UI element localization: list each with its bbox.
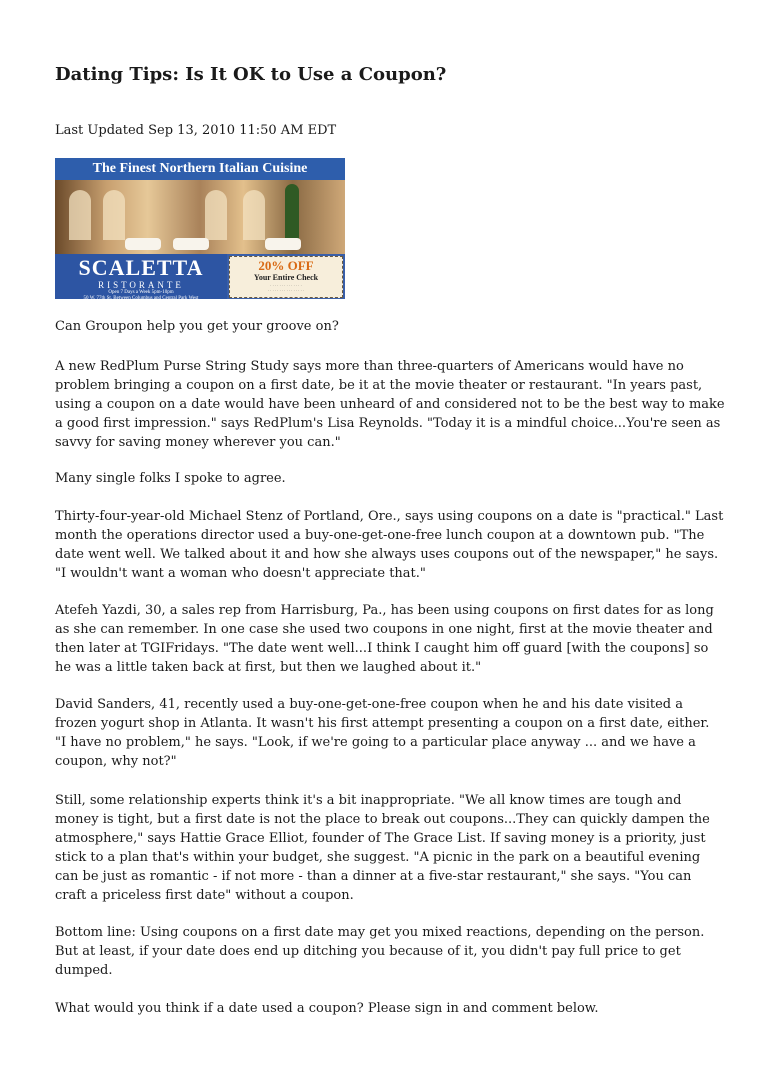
- restaurant-ad-image[interactable]: [55, 158, 345, 299]
- paragraph: Can Groupon help you get your groove on?: [55, 319, 339, 334]
- paragraph: Atefeh Yazdi, 30, a sales rep from Harrisburg, Pa., has been using coupons on first dates for as long as she can remember. In one case she used two coupons in one night, first at the movie theater and then later at TGIFridays. "The date went well...I think I caught him off guard [with the coupons] so he was a little taken back at first, but then we laughed about it.": [55, 603, 714, 675]
- ad-hours: Open 7 Days a Week 5pm-10pm: [108, 290, 174, 295]
- paragraph: Many single folks I spoke to agree.: [55, 471, 286, 486]
- paragraph: Bottom line: Using coupons on a first date may get you mixed reactions, depending on the person. But at least, if your date does end up ditching you because of it, you didn't pay full price to get dumped.: [55, 925, 705, 978]
- page-title: Dating Tips: Is It OK to Use a Coupon?: [55, 64, 447, 85]
- paragraph: Still, some relationship experts think it's a bit inappropriate. "We all know times are tough and money is tight, but a first date is not the place to break out coupons...They can quickly dampen the atmosphere," says Hattie Grace Elliot, founder of The Grace List. If saving money is a priority, just stick to a plan that's within your budget, she suggest. "A picnic in the park on a beautiful evening can be just as romantic - if not more - than a dinner at a five-star restaurant," she says. "You can craft a priceless first date" without a coupon.: [55, 793, 710, 903]
- ad-restaurant-photo: [55, 180, 345, 254]
- ad-coupon: 20% OFF Your Entire Check · · · · · · · · · · · · · · · · · · · · · · · · · · · · · ·: [229, 256, 343, 298]
- last-updated: Last Updated Sep 13, 2010 11:50 AM EDT: [55, 123, 337, 138]
- ad-address: 50 W. 77th St. Between Columbus and Central Park West: [83, 296, 199, 299]
- paragraph: Thirty-four-year-old Michael Stenz of Portland, Ore., says using coupons on a date is "practical." Last month the operations director used a buy-one-get-one-free lunch coupon at a downtown pub. "The date went well. We talked about it and how she always uses coupons out of the newspaper," he says. "I wouldn't want a woman who doesn't appreciate that.": [55, 509, 724, 581]
- ad-brand-sub: RISTORANTE: [98, 280, 184, 290]
- paragraph: What would you think if a date used a coupon? Please sign in and comment below.: [55, 1001, 599, 1016]
- ad-brand-name: SCALETTA: [78, 255, 204, 280]
- paragraph: A new RedPlum Purse String Study says more than three-quarters of Americans would have no problem bringing a coupon on a first date, be it at the movie theater or restaurant. "In years past, using a coupon on a date would have been unheard of and considered not to be the best way to make a good first impression." says RedPlum's Lisa Reynolds. "Today it is a mindful choice...You're seen as savvy for saving money wherever you can.": [55, 359, 725, 450]
- paragraph: David Sanders, 41, recently used a buy-one-get-one-free coupon when he and his date visited a frozen yogurt shop in Atlanta. It wasn't his first attempt presenting a coupon on a first date, either. "I have no problem," he says. "Look, if we're going to a particular place anyway ... and we have a coupon, why not?": [55, 697, 710, 769]
- ad-discount: 20% OFF: [258, 258, 314, 273]
- ad-brand-block: [55, 254, 227, 299]
- ad-discount-sub: Your Entire Check: [253, 273, 319, 282]
- ad-headline: The Finest Northern Italian Cuisine: [55, 158, 345, 180]
